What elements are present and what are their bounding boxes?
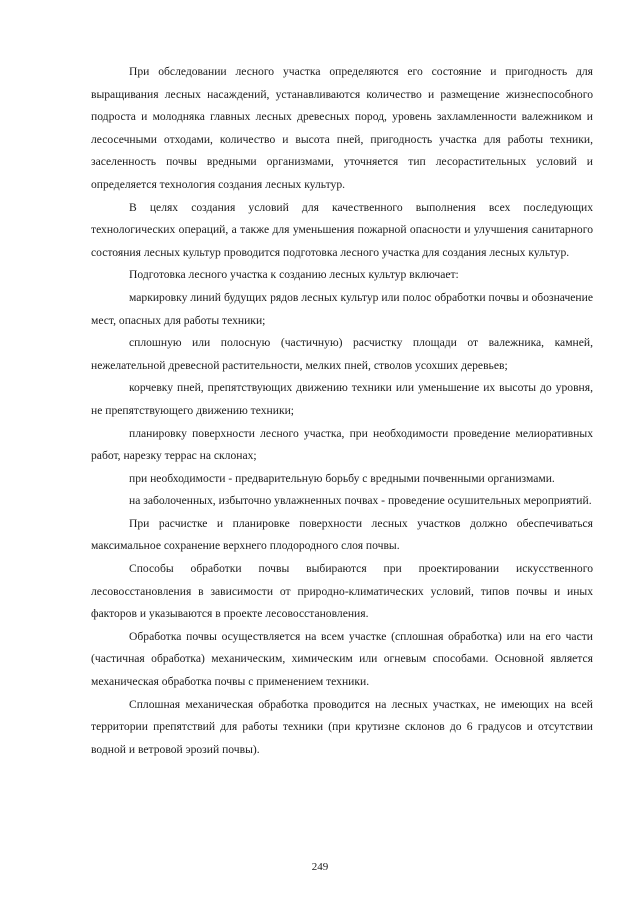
paragraph-4: маркировку линий будущих рядов лесных культур или полос обработки почвы и обозначение мест, опасных для работы техники; bbox=[91, 290, 593, 327]
paragraph-9: на заболоченных, избыточно увлажненных почвах - проведение осушительных мероприятий. bbox=[129, 494, 592, 508]
paragraph-2: В целях создания условий для качественного выполнения всех последующих технологических операций, а также для уменьшения пожарной опасности и улучшения санитарного состояния лесных культур проводится подготовка лесного участка для создания лесных культур. bbox=[91, 200, 593, 259]
paragraph-13: Сплошная механическая обработка проводится на лесных участках, не имеющих на всей территории препятствий для работы техники (при крутизне склонов до 6 градусов и отсутствии водной и ветровой эрозий почвы). bbox=[91, 697, 593, 756]
paragraph-8: при необходимости - предварительную борьбу с вредными почвенными организмами. bbox=[129, 471, 555, 485]
body-text bbox=[91, 61, 593, 761]
paragraph-10: При расчистке и планировке поверхности лесных участков должно обеспечиваться максимальное сохранение верхнего плодородного слоя почвы. bbox=[91, 516, 593, 553]
paragraph-1: При обследовании лесного участка определяются его состояние и пригодность для выращивания лесных насаждений, устанавливаются количество и размещение жизнеспособного подроста и молодняка главных лесных древесных пород, уровень захламленности валежником и лесосечными отходами, количество и высота пней, пригодность участка для работы техники, заселенность почвы вредными организмами, уточняется тип лесорастительных условий и определяется технология создания лесных культур. bbox=[91, 65, 593, 191]
paragraph-3: Подготовка лесного участка к созданию лесных культур включает: bbox=[129, 268, 459, 282]
page-number: 249 bbox=[311, 861, 329, 873]
paragraph-11: Способы обработки почвы выбираются при проектировании искусственного лесовосстановления в зависимости от природно-климатических условий, типов почвы и иных факторов и указываются в проекте лесовосстановления. bbox=[91, 562, 593, 621]
paragraph-7: планировку поверхности лесного участка, при необходимости проведение мелиоративных работ, нарезку террас на склонах; bbox=[91, 426, 593, 463]
paragraph-5: сплошную или полосную (частичную) расчистку площади от валежника, камней, нежелательной древесной растительности, мелких пней, стволов усохших деревьев; bbox=[91, 336, 593, 372]
paragraph-12: Обработка почвы осуществляется на всем участке (сплошная обработка) или на его части (частичная обработка) механическим, химическим или огневым способами. Основной является механическая обработка почвы с применением техники. bbox=[91, 629, 593, 689]
paragraph-6: корчевку пней, препятствующих движению техники или уменьшение их высоты до уровня, не препятствующего движению техники; bbox=[91, 381, 593, 417]
